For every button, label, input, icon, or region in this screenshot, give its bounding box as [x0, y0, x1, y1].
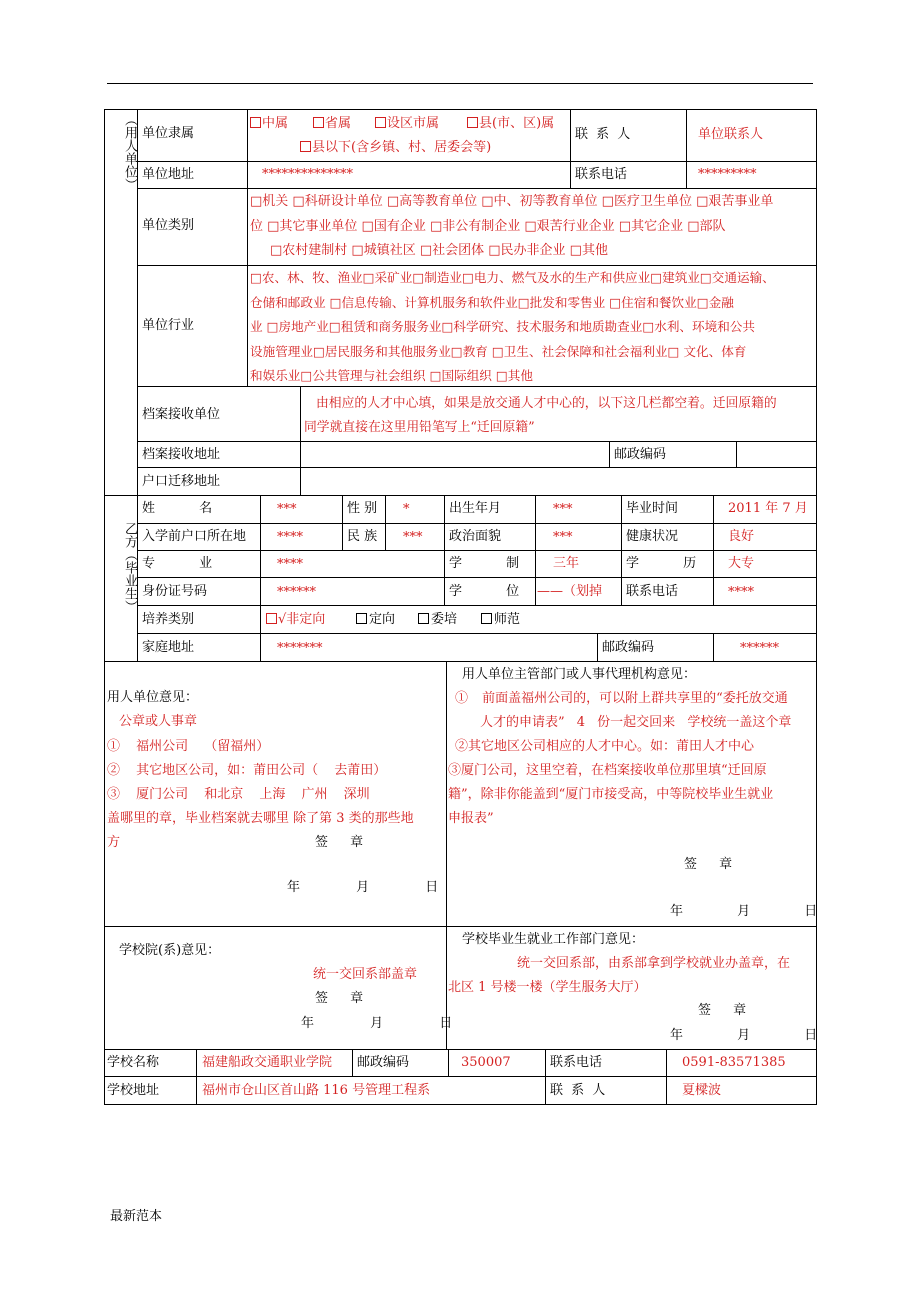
training-option-3[interactable]: 委培: [418, 611, 457, 629]
dept-sign: 签 章: [315, 991, 364, 1006]
affiliation-label: 单位隶属: [142, 126, 195, 141]
authority-date: 年 月 日: [670, 904, 818, 919]
politics-label: 政治面貌: [449, 529, 502, 544]
employment-date: 年 月 日: [670, 1028, 818, 1043]
employment-opinion-line: 统一交回系部，由系部拿到学校就业办盖章，在: [517, 956, 791, 971]
edu-label: 学 历: [626, 556, 697, 571]
id-value[interactable]: ******: [277, 585, 316, 600]
affiliation-option-1[interactable]: 中属: [250, 115, 288, 133]
gender-label: 性 别: [347, 501, 378, 516]
graduate-side-label: 乙方︵毕业生︶: [122, 522, 137, 613]
phone-label: 联系电话: [575, 167, 628, 182]
major-label: 专 业: [142, 556, 213, 571]
home-label: 家庭地址: [142, 640, 195, 655]
authority-opinion-line: 人才的申请表” 4 份一起交回来 学校统一盖这个章: [480, 715, 792, 730]
industry-label: 单位行业: [142, 318, 195, 333]
length-value[interactable]: 三年: [553, 556, 580, 571]
training-option-1[interactable]: √非定向: [266, 611, 325, 629]
training-option-2[interactable]: 定向: [356, 611, 395, 629]
home-postcode-value[interactable]: ******: [740, 641, 779, 656]
gradtime-value[interactable]: 2011 年 7 月: [728, 501, 808, 516]
archive-note-line: 由相应的人才中心填，如果是放交通人才中心的，以下这几栏都空着。迁回原籍的: [316, 396, 777, 411]
industry-line: 设施管理业□居民服务和其他服务业□教育 □卫生、社会保障和社会福利业□ 文化、体育: [250, 343, 747, 359]
employment-opinion-line: 北区 1 号楼一楼（学生服务大厅）: [448, 980, 647, 995]
industry-line: 业 □房地产业□租赁和商务服务业□科学研究、技术服务和地质勘查业□水利、环境和公共: [250, 319, 755, 334]
industry-options[interactable]: [250, 266, 814, 389]
industry-line: □农、林、牧、渔业□采矿业□制造业□电力、燃气及水的生产和供应业□建筑业□交通运输、: [250, 270, 775, 285]
archive-unit-label: 档案接收单位: [142, 407, 221, 422]
employment-sign: 签 章: [698, 1003, 747, 1018]
edu-value[interactable]: 大专: [728, 556, 755, 571]
degree-value[interactable]: ——（划掉: [537, 584, 603, 599]
employer-opinion-line: 方: [107, 835, 121, 850]
category-options[interactable]: [250, 190, 814, 264]
home-postcode-label: 邮政编码: [602, 640, 655, 655]
training-option-4[interactable]: 师范: [481, 611, 520, 629]
employer-opinion-line: ② 其它地区公司，如：莆田公司（ 去莆田）: [107, 763, 387, 778]
nation-label: 民 族: [347, 529, 378, 544]
address-label: 单位地址: [142, 167, 195, 182]
school-address-value[interactable]: 福州市仓山区首山路 116 号管理工程系: [202, 1083, 431, 1098]
major-value[interactable]: ****: [277, 557, 303, 572]
grad-phone-label: 联系电话: [626, 584, 679, 599]
authority-opinion-line: 籍”，除非你能盖到“厦门市接受高，中等院校毕业生就业: [448, 787, 774, 802]
dept-date: 年 月 日: [301, 1016, 453, 1031]
school-phone-label: 联系电话: [550, 1055, 603, 1070]
category-line: 位 □其它事业单位 □国有企业 □非公有制企业 □艰苦行业企业 □其它企业 □部队: [250, 218, 726, 234]
nation-value[interactable]: ***: [403, 530, 423, 545]
contact-value[interactable]: 单位联系人: [698, 127, 764, 142]
employer-side-label: ︵用人单位︶: [122, 113, 137, 191]
dept-opinion-title: 学校院(系)意见：: [119, 943, 221, 958]
school-postcode-label: 邮政编码: [357, 1055, 410, 1070]
phone-value[interactable]: *********: [698, 167, 757, 182]
archive-unit-note[interactable]: [304, 392, 777, 440]
authority-opinion-line: ③厦门公司，这里空着，在档案接收单位那里填“迁回原: [448, 763, 767, 778]
category-line: □机关 □科研设计单位 □高等教育单位 □中、初等教育单位 □医疗卫生单位 □艰苦事业单: [250, 194, 774, 209]
authority-opinion-title: 用人单位主管部门或人事代理机构意见：: [462, 667, 697, 682]
affiliation-option-2[interactable]: 省属: [313, 115, 351, 133]
training-label: 培养类别: [142, 612, 195, 627]
industry-line: 仓储和邮政业 □信息传输、计算机服务和软件业□批发和零售业 □住宿和餐饮业□金融: [250, 294, 734, 310]
grad-phone-value[interactable]: ****: [728, 585, 754, 600]
authority-sign: 签 章: [684, 857, 733, 872]
school-contact-value[interactable]: 夏樑波: [682, 1083, 722, 1098]
prior-hukou-label: 入学前户口所在地: [142, 529, 247, 544]
employer-opinion-line: ① 福州公司 （留福州）: [107, 739, 270, 754]
hukou-move-label: 户口迁移地址: [142, 474, 221, 489]
school-name-value[interactable]: 福建船政交通职业学院: [202, 1055, 333, 1070]
category-line: □农村建制村 □城镇社区 □社会团体 □民办非企业 □其他: [270, 243, 608, 258]
authority-opinion-line: ① 前面盖福州公司的，可以附上群共享里的“委托放交通: [455, 691, 788, 706]
school-postcode-value[interactable]: 350007: [461, 1055, 511, 1070]
home-value[interactable]: *******: [277, 641, 323, 656]
top-rule: [107, 83, 813, 84]
footer-text: 最新范本: [110, 1209, 163, 1224]
gradtime-label: 毕业时间: [626, 501, 679, 516]
archive-addr-label: 档案接收地址: [142, 447, 221, 462]
degree-label: 学 位: [449, 584, 520, 599]
employer-date: 年 月 日: [287, 880, 439, 895]
category-label: 单位类别: [142, 218, 195, 233]
birth-value[interactable]: ***: [553, 502, 573, 517]
employer-opinion-line: 公章或人事章: [119, 714, 198, 729]
prior-hukou-value[interactable]: ****: [277, 530, 303, 545]
school-name-label: 学校名称: [107, 1055, 160, 1070]
address-value[interactable]: **************: [262, 167, 353, 182]
gender-value[interactable]: *: [403, 502, 410, 517]
name-label: 姓 名: [142, 501, 213, 516]
length-label: 学 制: [449, 556, 520, 571]
archive-postcode-label: 邮政编码: [614, 447, 667, 462]
school-contact-label: 联 系 人: [550, 1083, 606, 1098]
health-value[interactable]: 良好: [728, 529, 755, 544]
dept-opinion-note: 统一交回系部盖章: [313, 967, 418, 982]
authority-opinion-line: 申报表”: [448, 811, 494, 826]
school-phone-value[interactable]: 0591-83571385: [682, 1055, 786, 1070]
health-label: 健康状况: [626, 529, 679, 544]
affiliation-option-5[interactable]: 县以下(含乡镇、村、居委会等): [300, 139, 491, 157]
employer-opinion-title: 用人单位意见：: [107, 690, 199, 705]
employer-opinion-line: ③ 厦门公司 和北京 上海 广州 深圳: [107, 787, 370, 802]
industry-line: 和娱乐业□公共管理与社会组织 □国际组织 □其他: [250, 368, 533, 383]
name-value[interactable]: ***: [277, 502, 297, 517]
birth-label: 出生年月: [449, 501, 502, 516]
school-address-label: 学校地址: [107, 1083, 160, 1098]
politics-value[interactable]: ***: [553, 530, 573, 545]
employer-sign: 签 章: [315, 835, 364, 850]
employment-opinion-title: 学校毕业生就业工作部门意见：: [462, 932, 645, 947]
id-label: 身份证号码: [142, 584, 208, 599]
contact-label: 联 系 人: [575, 127, 631, 142]
employer-opinion-line: 盖哪里的章，毕业档案就去哪里 除了第 3 类的那些地: [107, 811, 414, 826]
affiliation-option-3[interactable]: 设区市属: [375, 115, 439, 133]
affiliation-option-4[interactable]: 县(市、区)属: [467, 115, 554, 133]
authority-opinion-line: ②其它地区公司相应的人才中心。如：莆田人才中心: [455, 739, 755, 754]
archive-note-line: 同学就直接在这里用铅笔写上“迁回原籍”: [304, 420, 535, 435]
